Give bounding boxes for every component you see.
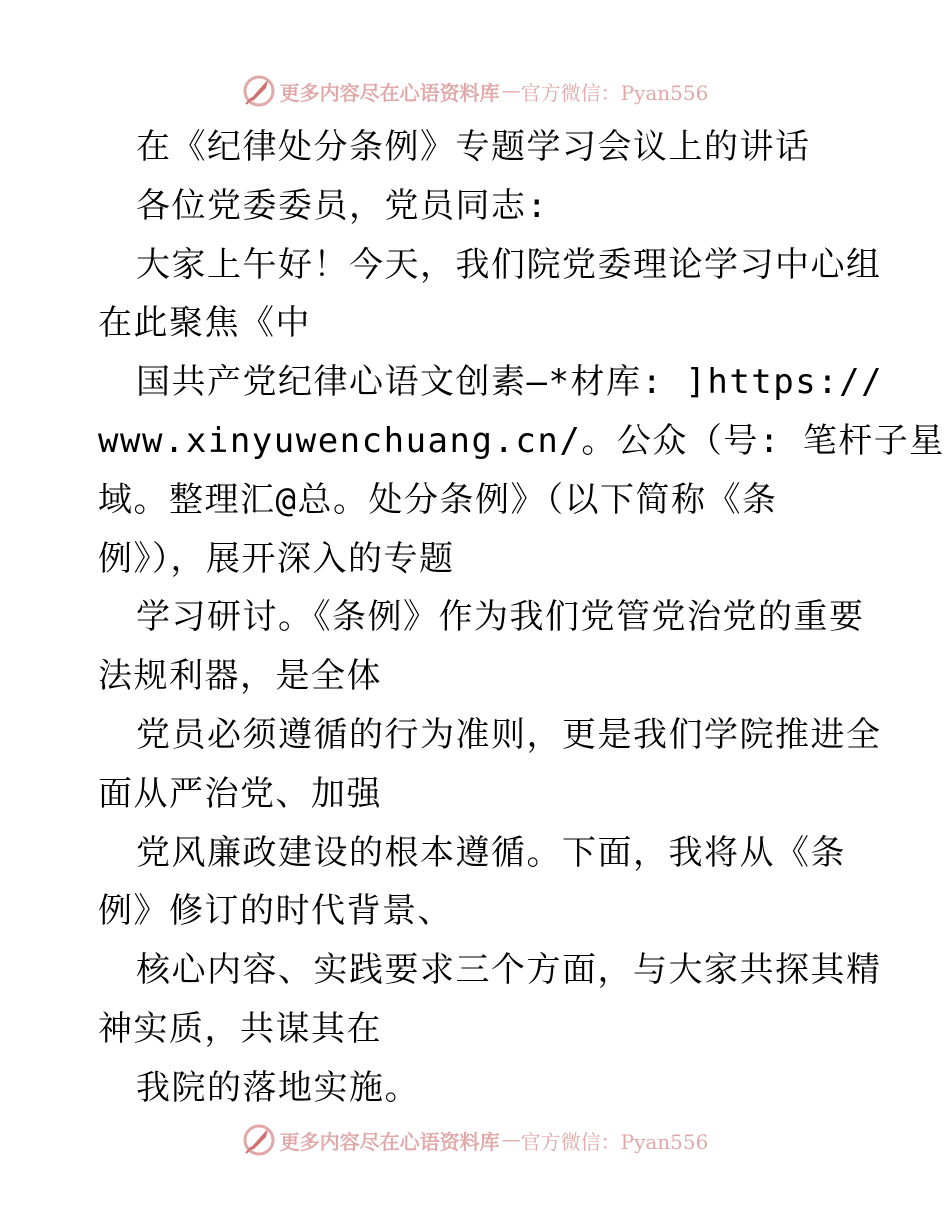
paragraph-line: 法规利器，是全体 (98, 656, 382, 697)
watermark-dash: — (501, 80, 521, 102)
paragraph-line: 大家上午好！今天，我们院党委理论学习中心组 (136, 244, 882, 285)
paragraph-line: 党员必须遵循的行为准则，更是我们学院推进全 (136, 714, 882, 755)
watermark-content (242, 1123, 709, 1157)
watermark-dash: — (501, 1129, 521, 1151)
paragraph-line: 学习研讨。《条例》作为我们党管党治党的重要 (136, 597, 865, 638)
paragraph-line: 党风廉政建设的根本遵循。下面，我将从《条 (136, 832, 846, 873)
watermark-banner-bottom (0, 1120, 950, 1160)
speech-title: 在《纪律处分条例》专题学习会议上的讲话 (136, 127, 811, 167)
watermark-content (242, 74, 709, 108)
paragraph-line: 国共产党纪律心语文创素—*材库: ]https:// (136, 362, 884, 403)
paragraph-line: 在此聚焦《中 (98, 303, 311, 344)
watermark-subtitle: 官方微信：Pyan556 (520, 80, 709, 105)
paragraph-line: 核心内容、实践要求三个方面，与大家共探其精 (136, 950, 882, 991)
document-body (98, 118, 945, 1118)
paragraph-line: 我院的落地实施。 (136, 1067, 420, 1108)
watermark-banner-top (0, 71, 950, 111)
watermark-subtitle: 官方微信：Pyan556 (520, 1129, 709, 1154)
paragraph-line: 例》修订的时代背景、 (98, 891, 453, 932)
quill-pen-logo-icon (242, 74, 276, 108)
salutation: 各位党委委员，党员同志: (136, 185, 549, 226)
paragraph-line: www.xinyuwenchuang.cn/。公众（号: 笔杆子星 (98, 420, 945, 461)
paragraph-line: 面从严治党、加强 (98, 773, 382, 814)
watermark-title: 更多内容尽在心语资料库 (279, 1129, 500, 1154)
paragraph-line: 例》），展开深入的专题 (98, 538, 455, 579)
paragraph-line: 神实质，共谋其在 (98, 1008, 382, 1049)
paragraph-line: 域。整理汇@总。处分条例》（以下简称《条 (98, 479, 778, 520)
watermark-title: 更多内容尽在心语资料库 (279, 80, 500, 105)
quill-pen-logo-icon (242, 1123, 276, 1157)
